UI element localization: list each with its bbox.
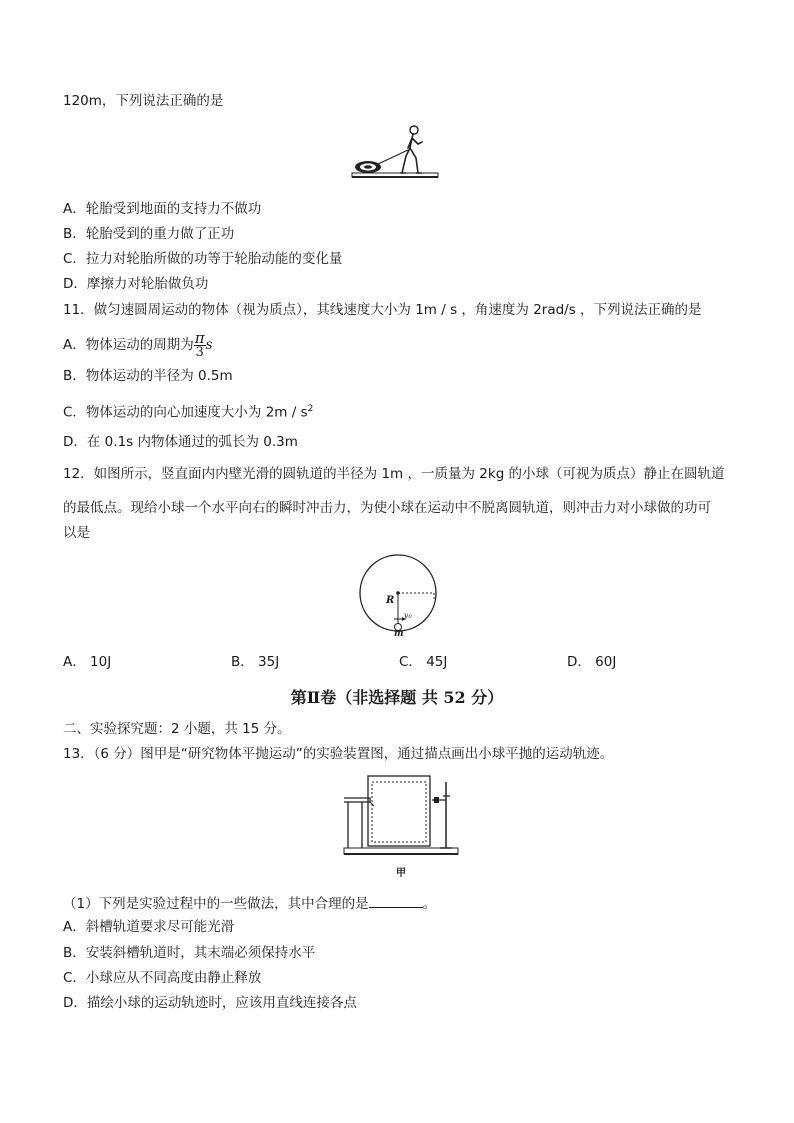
q10-option-d: D．摩擦力对轮胎做负功: [63, 276, 209, 292]
q13-option-a: A．斜槽轨道要求尽可能光滑: [63, 919, 235, 935]
q13-option-b: B．安装斜槽轨道时，其末端必须保持水平: [63, 945, 316, 961]
q13-sub1: [63, 893, 436, 913]
fraction-denominator: 3: [195, 344, 204, 360]
q13-option-c: C．小球应从不同高度由静止释放: [63, 970, 262, 986]
period-fraction: [194, 328, 206, 360]
q11-option-a: [63, 330, 213, 360]
q12-option-a: A． 10J: [63, 654, 112, 670]
projectile-apparatus-figure: [340, 772, 462, 882]
projectile-apparatus-diagram: [340, 772, 462, 856]
q12-option-b: B． 35J: [231, 654, 280, 670]
q10-option-b: B．轮胎受到的重力做了正功: [63, 226, 235, 242]
q12-option-d: D． 60J: [567, 654, 617, 670]
radius-label: R: [386, 595, 395, 606]
q12-stem-line1: 12．如图所示，竖直面内内壁光滑的圆轨道的半径为 1m ，一质量为 2kg 的小球（可视为质点）静止在圆轨道: [63, 466, 725, 482]
section-subheading: 二、实验探究题：2 小题，共 15 分。: [63, 721, 291, 737]
q12-option-c: C． 45J: [399, 654, 448, 670]
q11-stem: 11．做匀速圆周运动的物体（视为质点），其线速度大小为 1m / s ，角速度为 2rad/s ，下列说法正确的是: [63, 302, 702, 318]
q10-stem-tail: 120m，下列说法正确的是: [63, 93, 224, 109]
q12-stem-line3: 以是: [63, 525, 90, 541]
tire-pulling-figure: [350, 122, 440, 184]
q11-option-c: [63, 400, 313, 422]
q11-option-c-exponent: 2: [307, 404, 314, 414]
answer-blank[interactable]: [369, 893, 423, 908]
period-unit: s: [205, 337, 213, 353]
fraction-numerator: π: [194, 328, 205, 347]
q10-option-a: A．轮胎受到地面的支持力不做功: [63, 201, 262, 217]
circular-track-figure: [356, 553, 440, 641]
mass-label: m: [394, 629, 404, 639]
q11-option-a-prefix: A．物体运动的周期为: [63, 337, 194, 353]
q10-option-c: C．拉力对轮胎所做的功等于轮胎动能的变化量: [63, 251, 343, 267]
figure-caption-jia: 甲: [396, 868, 406, 879]
q11-option-d: D．在 0.1s 内物体通过的弧长为 0.3m: [63, 434, 298, 450]
tire-pulling-illustration: [350, 122, 440, 184]
q13-sub1-suffix: 。: [422, 896, 437, 912]
q12-stem-line2: 的最低点。现给小球一个水平向右的瞬时冲击力，为使小球在运动中不脱离圆轨道，则冲击力对小球做的功可: [63, 500, 711, 516]
q11-option-b: B．物体运动的半径为 0.5m: [63, 368, 233, 384]
circular-track-diagram: [356, 553, 440, 641]
section-title: 第Ⅱ卷（非选择题 共 52 分）: [290, 688, 504, 707]
q13-option-d: D．描绘小球的运动轨迹时，应该用直线连接各点: [63, 995, 357, 1011]
q11-option-c-text: C．物体运动的向心加速度大小为 2m / s: [63, 404, 308, 421]
q13-stem: 13．（6 分）图甲是“研究物体平抛运动”的实验装置图，通过描点画出小球平抛的运动轨迹。: [63, 746, 614, 762]
velocity-label: v₀: [404, 611, 412, 620]
q13-sub1-prefix: （1）下列是实验过程中的一些做法，其中合理的是: [63, 896, 369, 912]
